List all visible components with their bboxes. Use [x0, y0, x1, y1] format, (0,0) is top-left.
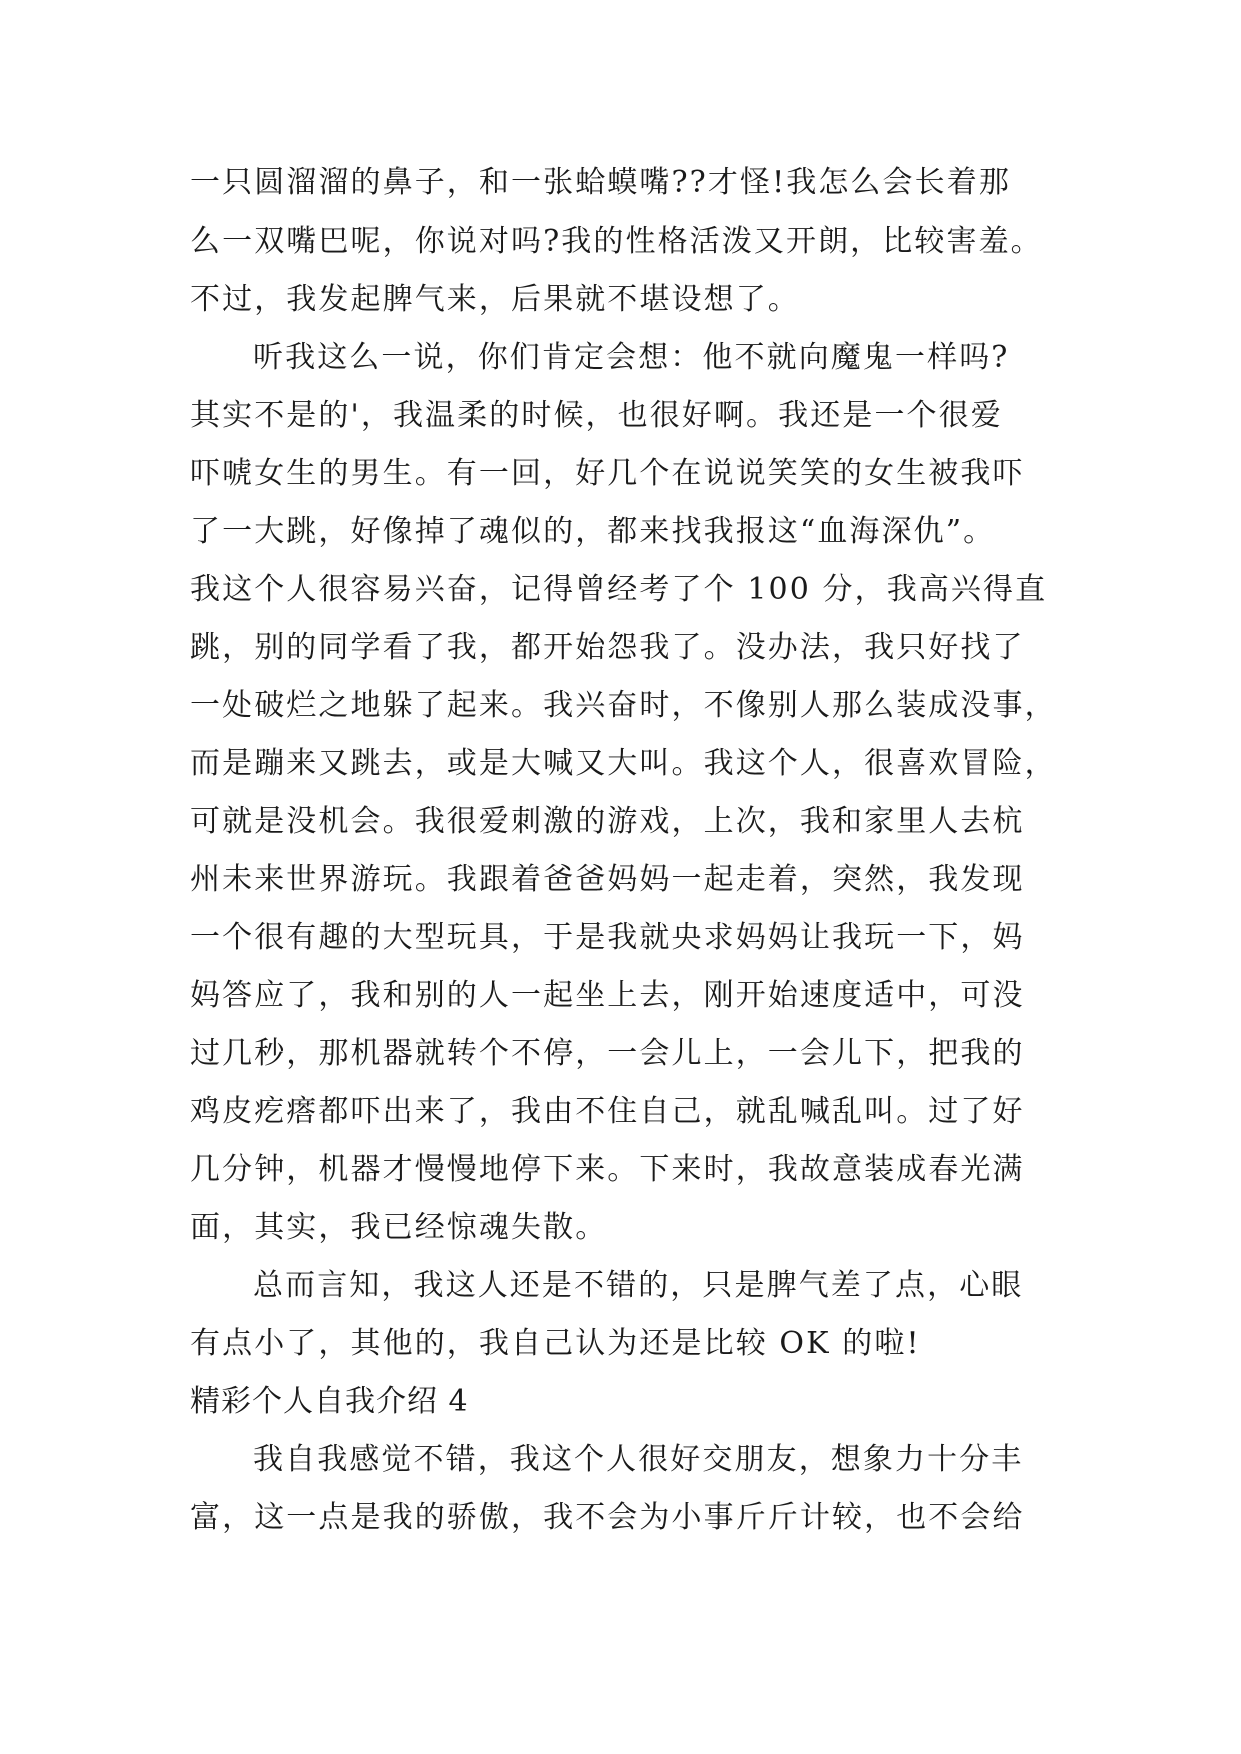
text-line: 一只圆溜溜的鼻子，和一张蛤蟆嘴??才怪!我怎么会长着那 — [190, 165, 1011, 200]
text-line: 过几秒，那机器就转个不停，一会儿上，一会儿下，把我的 — [190, 1036, 1025, 1071]
text-line: 一个很有趣的大型玩具，于是我就央求妈妈让我玩一下，妈 — [190, 920, 1025, 955]
text-line: 我自我感觉不错，我这个人很好交朋友，想象力十分丰 — [253, 1442, 1024, 1477]
text-line: 几分钟，机器才慢慢地停下来。下来时，我故意装成春光满 — [190, 1152, 1025, 1187]
text-line: 州未来世界游玩。我跟着爸爸妈妈一起走着，突然，我发现 — [190, 862, 1025, 897]
text-line: 而是蹦来又跳去，或是大喊又大叫。我这个人，很喜欢冒险， — [190, 746, 1057, 781]
text-line: 可就是没机会。我很爱刺激的游戏，上次，我和家里人去杭 — [190, 804, 1025, 839]
text-line: 妈答应了，我和别的人一起坐上去，刚开始速度适中，可没 — [190, 978, 1025, 1013]
text-line: 吓唬女生的男生。有一回，好几个在说说笑笑的女生被我吓 — [190, 456, 1025, 491]
text-line: 不过，我发起脾气来，后果就不堪设想了。 — [190, 282, 800, 317]
section-heading: 精彩个人自我介绍 4 — [190, 1384, 469, 1419]
text-line: 其实不是的'，我温柔的时候，也很好啊。我还是一个很爱 — [190, 398, 1003, 433]
text-line: 有点小了，其他的，我自己认为还是比较 OK 的啦! — [190, 1326, 921, 1361]
text-line: 面，其实，我已经惊魂失散。 — [190, 1210, 608, 1245]
text-line: 鸡皮疙瘩都吓出来了，我由不住自己，就乱喊乱叫。过了好 — [190, 1094, 1025, 1129]
text-line: 了一大跳，好像掉了魂似的，都来找我报这“血海深仇”。 — [190, 514, 996, 549]
text-line: 跳，别的同学看了我，都开始怨我了。没办法，我只好找了 — [190, 630, 1025, 665]
text-line: 一处破烂之地躲了起来。我兴奋时，不像别人那么装成没事， — [190, 688, 1057, 723]
text-line: 富，这一点是我的骄傲，我不会为小事斤斤计较，也不会给 — [190, 1500, 1025, 1535]
text-line: 总而言知，我这人还是不错的，只是脾气差了点，心眼 — [253, 1268, 1024, 1303]
text-line: 么一双嘴巴呢，你说对吗?我的性格活泼又开朗，比较害羞。 — [190, 224, 1043, 259]
text-line: 听我这么一说，你们肯定会想：他不就向魔鬼一样吗? — [253, 340, 1010, 375]
text-line: 我这个人很容易兴奋，记得曾经考了个 100 分，我高兴得直 — [190, 572, 1048, 607]
